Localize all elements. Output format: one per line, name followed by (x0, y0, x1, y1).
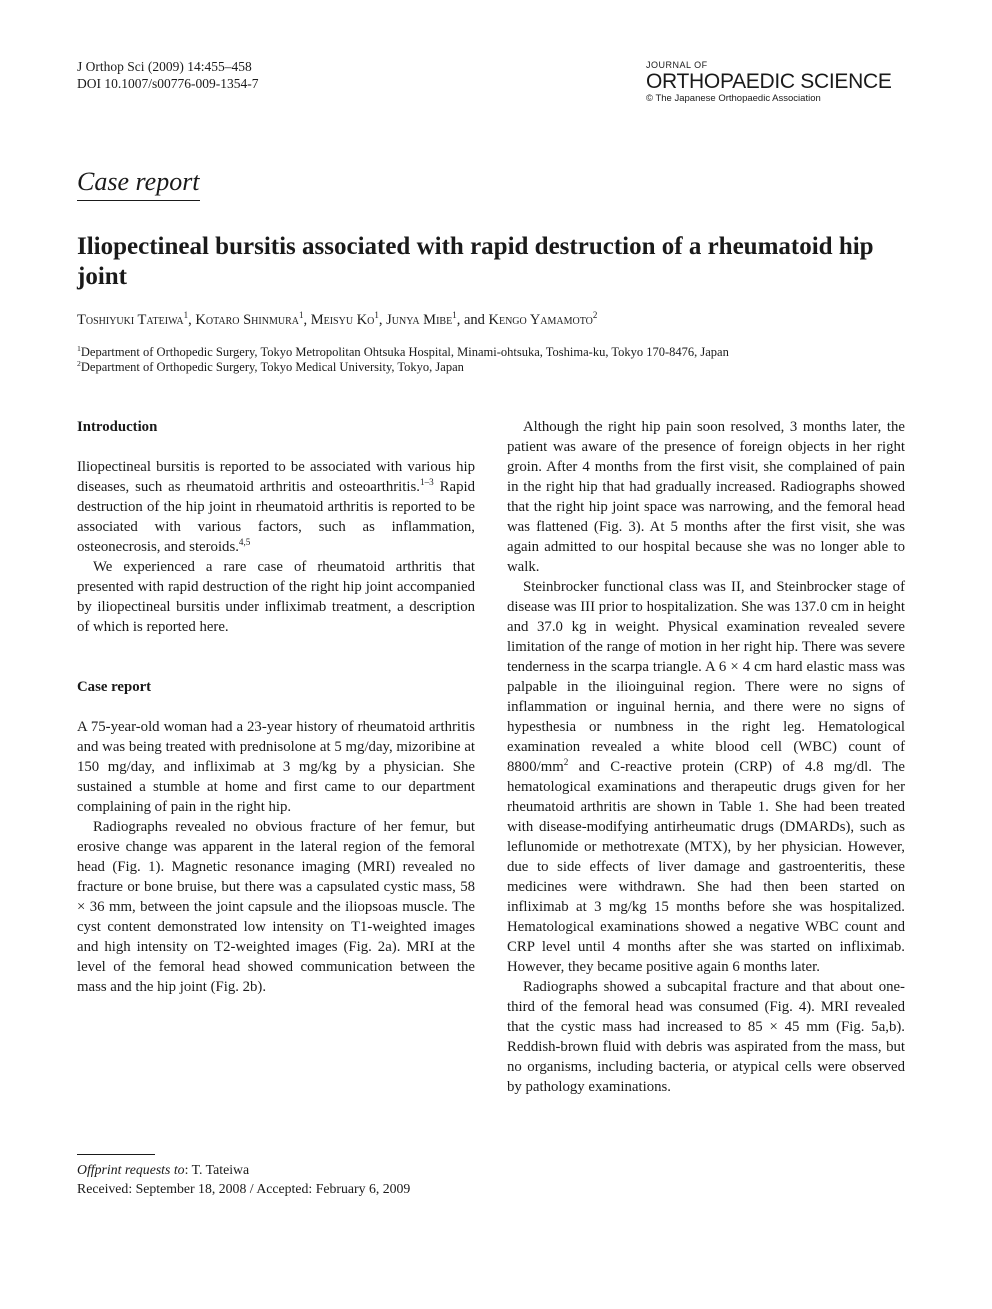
affiliation (77, 360, 917, 375)
introduction-heading: Introduction (77, 419, 158, 435)
journal-copyright: © The Japanese Orthopaedic Association (646, 93, 821, 104)
received-line: Received: September 18, 2008 / Accepted: February 6, 2009 (77, 1181, 411, 1196)
author: Kotaro Shinmura (195, 312, 299, 328)
introduction-paragraph: We experienced a rare case of rheumatoid arthritis that presented with rapid destruction of the right hip joint accompanied by iliopectineal bursitis under infliximab treatment, a description of which is reported here. (77, 559, 475, 635)
citation (77, 58, 259, 92)
body-text: Steinbrocker functional class was II, and Steinbrocker stage of disease was III prior to hospitalization. She was 137.0 cm in height and 37.0 kg in weight. Physical examination revealed severe limitation of the range of motion in her right hip. There was severe tenderness in the scarpa triangle. A 6 × 4 cm hard elastic mass was palpable in the ilioinguinal region. There were no signs of inflammation or inguinal hernia, and there were no signs of hypesthesia or numbness in the right leg. Hematological examination revealed a white blood cell (WBC) count of 8800/mm (507, 579, 905, 775)
superscript: 2 (563, 757, 569, 768)
affiliation-number: 1 (77, 343, 81, 353)
right-column (507, 417, 905, 1097)
author-affiliation-mark: 1 (452, 310, 457, 321)
body-paragraph: Radiographs showed a subcapital fracture and that about one-third of the femoral head was consumed (Fig. 4). MRI revealed that the cystic mass had increased to 85 × 45 mm (Fig. 5a,b). Reddish-brown fluid with debris was aspirated from the mass, but no organisms, including bacteria, or atypical cells were observed by pathology examinations. (507, 979, 905, 1095)
left-column (77, 417, 475, 997)
body-paragraph: Although the right hip pain soon resolved, 3 months later, the patient was aware of the presence of foreign objects in her right groin. After 4 months from the first visit, she complained of pain in the right hip that had gradually increased. Radiographs showed that the right hip joint space was narrowing, and the femoral head was flattened (Fig. 3). At 5 months after the first visit, she was again admitted to our hospital because she was no longer able to walk. (507, 419, 905, 575)
author-affiliation-mark: 2 (592, 310, 598, 321)
affiliation-text: Department of Orthopedic Surgery, Tokyo Medical University, Tokyo, Japan (80, 360, 464, 374)
intro-text: Iliopectineal bursitis is reported to be associated with various hip diseases, such as rheumatoid arthritis and osteoarthritis. (77, 459, 475, 495)
citation-line: J Orthop Sci (2009) 14:455–458 (77, 59, 252, 74)
author-list: Toshiyuki Tateiwa$^1$, Kotaro Shinmura$^1$, Meisyu Ko$^1$, Junya Mibe$^1$, and Kengo Yamamoto$^2$ (77, 310, 598, 328)
article-title: Iliopectineal bursitis associated with rapid destruction of a rheumatoid hip joint (77, 233, 874, 290)
offprint-name: : T. Tateiwa (184, 1162, 250, 1177)
journal-of: JOURNAL OF (646, 60, 708, 70)
doi-line: DOI 10.1007/s00776-009-1354-7 (77, 76, 259, 91)
author-conjunction: and (463, 312, 485, 328)
offprint-line (77, 1160, 410, 1179)
author-affiliation-mark: 1 (183, 310, 189, 321)
intro-text: Rapid destruction of the hip joint in rheumatoid arthritis is reported to be associated with various factors, such as inflammation, osteonecrosis, and steroids. (77, 479, 475, 555)
reference-mark: 1–3 (419, 477, 434, 488)
affiliations (77, 345, 917, 375)
footnote (77, 1160, 410, 1198)
case-report-heading: Case report (77, 679, 152, 695)
case-paragraph: Radiographs revealed no obvious fracture of her femur, but erosive change was apparent in the lateral region of the femoral head (Fig. 1). Magnetic resonance imaging (MRI) revealed no fracture or bone bruise, but there was a capsulated cystic mass, 58 × 36 mm, between the joint capsule and the iliopsoas muscle. The cyst content demonstrated low intensity on T1-weighted images and high intensity on T2-weighted images (Fig. 2a). MRI at the level of the femoral head showed communication between the mass and the hip joint (Fig. 2b). (77, 819, 475, 995)
case-paragraph: A 75-year-old woman had a 23-year history of rheumatoid arthritis and was being treated with prednisolone at 5 mg/day, mizoribine at 150 mg/day, and infliximab at 3 mg/kg by a physician. She sustained a stumble at home and first came to our department complaining of pain in the right hip. (77, 719, 475, 815)
journal-name: ORTHOPAEDIC SCIENCE (646, 70, 892, 93)
author: Kengo Yamamoto (488, 312, 593, 328)
footnote-rule (77, 1154, 155, 1155)
affiliation-number: 2 (77, 358, 81, 368)
affiliation (77, 345, 917, 360)
introduction-paragraph (77, 457, 475, 557)
offprint-label: Offprint requests to (77, 1162, 185, 1177)
affiliation-text: Department of Orthopedic Surgery, Tokyo Metropolitan Ohtsuka Hospital, Minami-ohtsuka, Toshima-ku, Tokyo 170-8476, Japan (80, 345, 729, 359)
reference-mark: 4,5 (238, 537, 251, 548)
author-affiliation-mark: 1 (374, 310, 379, 321)
journal-logo (646, 60, 892, 105)
body-text: and C-reactive protein (CRP) of 4.8 mg/dl. The hematological examinations and therapeutic drugs given for her rheumatoid arthritis are shown in Table 1. She had been treated with disease-modifying antirheumatic drugs (DMARDs), such as leflunomide or methotrexate (MTX), by her physician. However, due to side effects of liver damage and gastroenteritis, these medicines were withdrawn. She had then been started on infliximab at 3 mg/kg 15 months before she was hospitalized. Hematological examinations showed a negative WBC count and CRP level until 4 months after she was started on infliximab. However, they became positive again 6 months later. (507, 759, 905, 975)
author-affiliation-mark: 1 (298, 310, 304, 321)
author: Toshiyuki Tateiwa (77, 312, 184, 328)
author: Junya Mibe (386, 312, 453, 328)
author: Meisyu Ko (310, 312, 375, 328)
body-paragraph (507, 577, 905, 977)
section-label: Case report (77, 167, 200, 201)
